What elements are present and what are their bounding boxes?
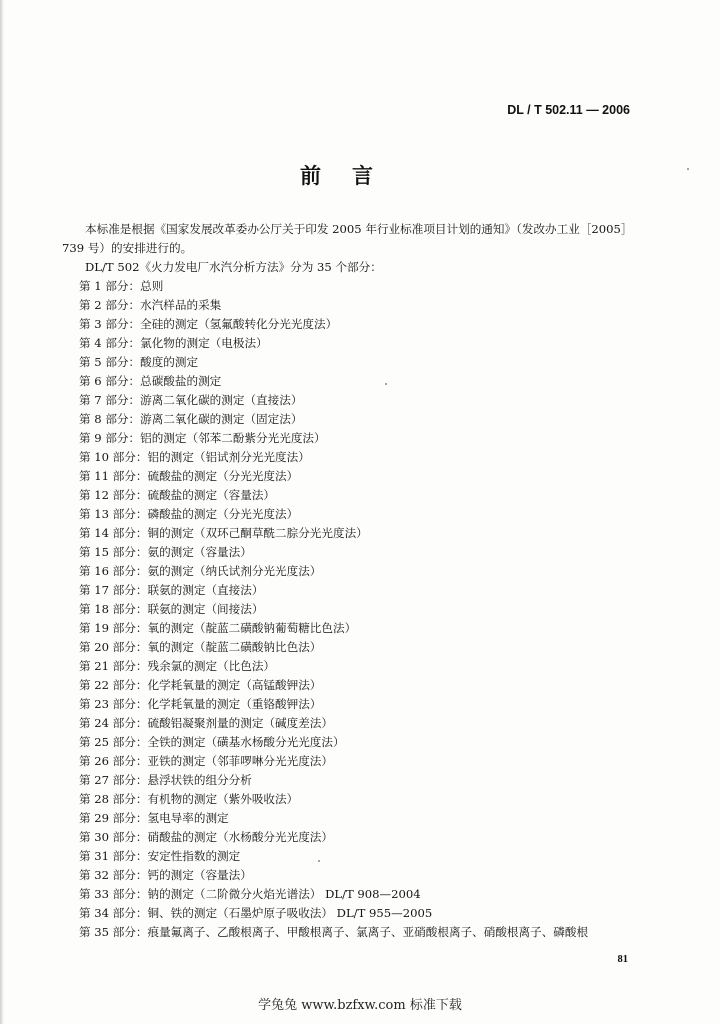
list-item: 第 15 部分：氨的测定（容量法） <box>79 545 252 559</box>
list-item: 第 18 部分：联氨的测定（间接法） <box>79 602 264 616</box>
list-item: 第 28 部分：有机物的测定（紫外吸收法） <box>79 792 299 806</box>
list-item: 第 30 部分：硝酸盐的测定（水杨酸分光光度法） <box>79 830 333 844</box>
list-item: 第 3 部分：全硅的测定（氢氟酸转化分光光度法） <box>79 317 338 331</box>
list-item: 第 29 部分：氢电导率的测定 <box>79 811 229 825</box>
scan-speck <box>687 168 689 170</box>
document-code: DL / T 502.11 — 2006 <box>507 103 630 117</box>
list-item: 第 2 部分：水汽样品的采集 <box>79 298 222 312</box>
list-item: 第 6 部分：总碳酸盐的测定 <box>79 374 222 388</box>
list-item: 第 34 部分：铜、铁的测定（石墨炉原子吸收法） DL/T 955—2005 <box>79 906 433 920</box>
paragraph: 本标准是根据《国家发展改革委办公厅关于印发 2005 年行业标准项目计划的通知》（发改办工业［2005］739 号）的安排进行的。 <box>62 222 633 255</box>
list-item: 第 12 部分：硫酸盐的测定（容量法） <box>79 488 276 502</box>
list-item: 第 24 部分：硫酸铝凝聚剂量的测定（碱度差法） <box>79 716 333 730</box>
list-item: 第 35 部分：痕量氟离子、乙酸根离子、甲酸根离子、氯离子、亚硝酸根离子、硝酸根离子、磷酸根 <box>79 925 589 939</box>
scan-edge-shadow <box>0 0 4 1024</box>
footer-watermark: 学兔兔 www.bzfxw.com 标准下载 <box>258 998 462 1013</box>
scan-speck <box>385 383 387 385</box>
list-item: 第 25 部分：全铁的测定（磺基水杨酸分光光度法） <box>79 735 345 749</box>
paragraph: DL/T 502《火力发电厂水汽分析方法》分为 35 个部分： <box>85 260 382 274</box>
list-item: 第 5 部分：酸度的测定 <box>79 355 199 369</box>
list-item: 第 11 部分：硫酸盐的测定（分光光度法） <box>79 469 299 483</box>
list-item: 第 17 部分：联氨的测定（直接法） <box>79 583 264 597</box>
list-item: 第 14 部分：铜的测定（双环己酮草酰二腙分光光度法） <box>79 526 368 540</box>
list-item: 第 1 部分：总则 <box>79 279 164 293</box>
list-item: 第 19 部分：氧的测定（靛蓝二磺酸钠葡萄糖比色法） <box>79 621 357 635</box>
list-item: 第 33 部分：钠的测定（二阶微分火焰光谱法） DL/T 908—2004 <box>79 887 421 901</box>
list-item: 第 32 部分：钙的测定（容量法） <box>79 868 252 882</box>
list-item: 第 21 部分：残余氯的测定（比色法） <box>79 659 276 673</box>
page-title: 前言 <box>300 164 404 188</box>
page-number: 81 <box>617 954 628 965</box>
list-item: 第 27 部分：悬浮状铁的组分分析 <box>79 773 252 787</box>
list-item: 第 16 部分：氨的测定（纳氏试剂分光光度法） <box>79 564 322 578</box>
scan-speck <box>318 860 320 862</box>
list-item: 第 8 部分：游离二氧化碳的测定（固定法） <box>79 412 303 426</box>
list-item: 第 10 部分：铝的测定（铝试剂分光光度法） <box>79 450 310 464</box>
list-item: 第 4 部分：氯化物的测定（电极法） <box>79 336 268 350</box>
list-item: 第 7 部分：游离二氧化碳的测定（直接法） <box>79 393 303 407</box>
list-item: 第 9 部分：铝的测定（邻苯二酚紫分光光度法） <box>79 431 326 445</box>
list-item: 第 13 部分：磷酸盐的测定（分光光度法） <box>79 507 299 521</box>
list-item: 第 20 部分：氧的测定（靛蓝二磺酸钠比色法） <box>79 640 322 654</box>
list-item: 第 31 部分：安定性指数的测定 <box>79 849 241 863</box>
list-item: 第 26 部分：亚铁的测定（邻菲啰啉分光光度法） <box>79 754 333 768</box>
body-text <box>62 220 642 942</box>
parts-list <box>62 277 642 942</box>
list-item: 第 23 部分：化学耗氧量的测定（重铬酸钾法） <box>79 697 322 711</box>
list-item: 第 22 部分：化学耗氧量的测定（高锰酸钾法） <box>79 678 322 692</box>
